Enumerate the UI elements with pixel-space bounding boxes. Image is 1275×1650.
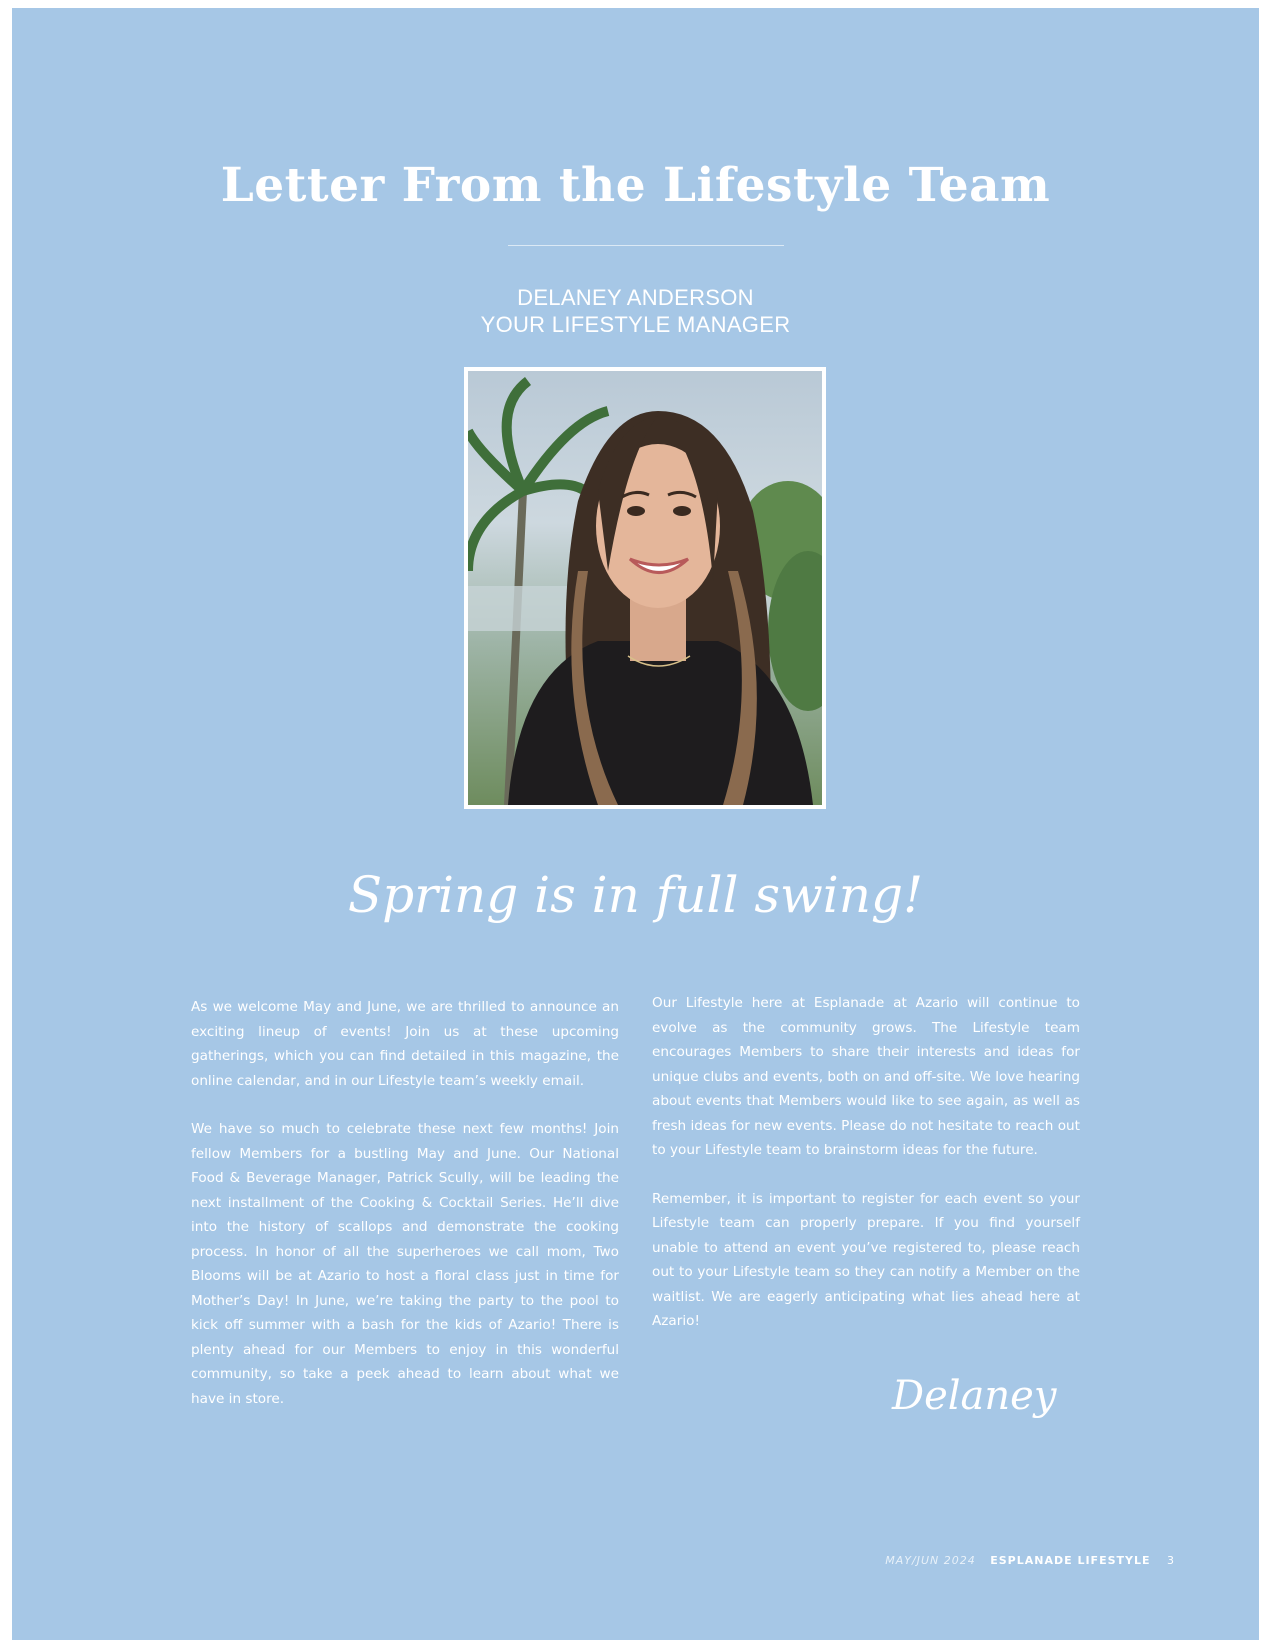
author-name: DELANEY ANDERSON: [517, 285, 754, 310]
magazine-name: ESPLANADE LIFESTYLE: [990, 1554, 1151, 1567]
magazine-page: [12, 8, 1259, 1640]
letter-right-column: [652, 991, 1080, 1358]
page-footer: [885, 1554, 1175, 1567]
title-divider: [508, 245, 784, 246]
letter-paragraph: We have so much to celebrate these next few months! Join fellow Members for a bustling May and June. Our National Food & Beverage Manager, Patrick Scully, will be leading the next installment of the Cooking & Cocktail Series. He’ll dive into the history of scallops and demonstrate the cooking process. In honor of all the superheroes we call mom, Two Blooms will be at Azario to host a floral class just in time for Mother’s Day! In June, we’re taking the party to the pool to kick off summer with a bash for the kids of Azario! There is plenty ahead for our Members to enjoy in this wonderful community, so take a peek ahead to learn about what we have in store.: [191, 1121, 619, 1407]
letter-paragraph: Our Lifestyle here at Esplanade at Azario will continue to evolve as the community grows. The Lifestyle team encourages Members to share their interests and ideas for unique clubs and events, both on and off-site. We love hearing about events that Members would like to see again, as well as fresh ideas for new events. Please do not hesitate to reach out to your Lifestyle team to brainstorm ideas for the future.: [652, 995, 1080, 1158]
page-title: Letter From the Lifestyle Team: [220, 158, 1051, 213]
portrait-frame: [464, 367, 826, 809]
portrait-photo: [468, 371, 822, 805]
page-number: 3: [1167, 1554, 1175, 1567]
letter-paragraph: Remember, it is important to register for each event so your Lifestyle team can properly prepare. If you find yourself unable to attend an event you’ve registered to, please reach out to your Lifestyle team so they can notify a Member on the waitlist. We are eagerly anticipating what lies ahead here at Azario!: [652, 1190, 1080, 1329]
signature: Delaney: [892, 1373, 1057, 1419]
issue-date: MAY/JUN 2024: [885, 1554, 976, 1567]
letter-paragraph: As we welcome May and June, we are thrilled to announce an exciting lineup of events! Join us at these upcoming gatherings, which you can find detailed in this magazine, the online calendar, and in our Lifestyle team’s weekly email.: [191, 999, 619, 1089]
portrait-illustration: [468, 371, 822, 805]
script-heading: Spring is in full swing!: [347, 866, 924, 924]
author-role: YOUR LIFESTYLE MANAGER: [480, 312, 791, 337]
letter-left-column: [191, 995, 619, 1435]
